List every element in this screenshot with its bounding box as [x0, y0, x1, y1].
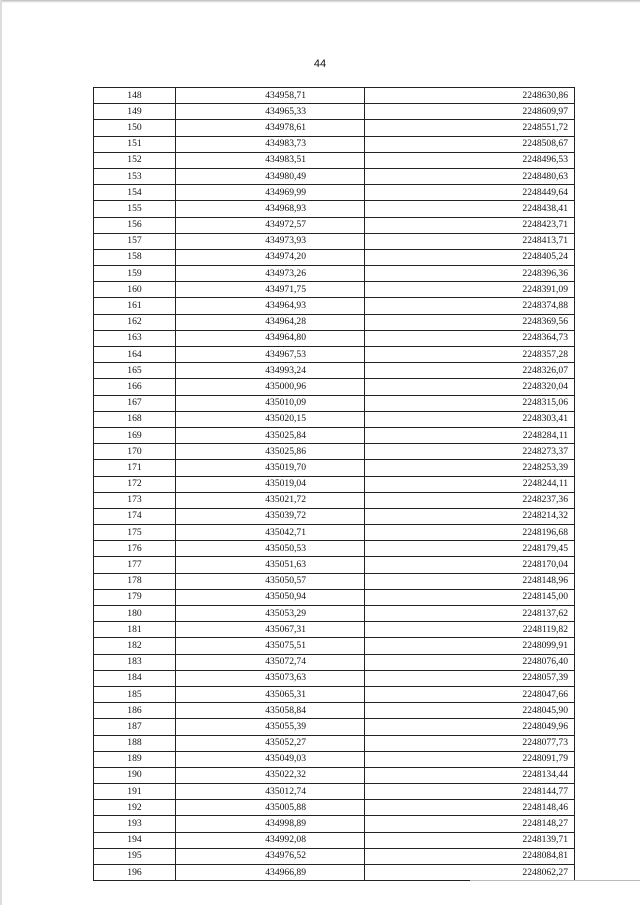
- x-coordinate-cell: 435052,27: [176, 735, 365, 751]
- y-coordinate-cell: 2248423,71: [365, 217, 575, 233]
- point-number-cell: 193: [94, 816, 176, 832]
- y-coordinate-cell: 2248244,11: [365, 476, 575, 492]
- y-coordinate-cell: 2248326,07: [365, 363, 575, 379]
- point-number-cell: 176: [94, 541, 176, 557]
- point-number-cell: 188: [94, 735, 176, 751]
- y-coordinate-cell: 2248119,82: [365, 622, 575, 638]
- x-coordinate-cell: 434966,89: [176, 865, 365, 881]
- point-number-cell: 185: [94, 686, 176, 702]
- table-row: [94, 298, 575, 314]
- table-row: [94, 88, 575, 104]
- y-coordinate-cell: 2248047,66: [365, 686, 575, 702]
- point-number-cell: 191: [94, 784, 176, 800]
- x-coordinate-cell: 434980,49: [176, 168, 365, 184]
- point-number-cell: 169: [94, 427, 176, 443]
- x-coordinate-cell: 434958,71: [176, 88, 365, 104]
- table-row: [94, 638, 575, 654]
- y-coordinate-cell: 2248480,63: [365, 168, 575, 184]
- y-coordinate-cell: 2248196,68: [365, 525, 575, 541]
- x-coordinate-cell: 435065,31: [176, 686, 365, 702]
- x-coordinate-cell: 435005,88: [176, 800, 365, 816]
- y-coordinate-cell: 2248391,09: [365, 282, 575, 298]
- x-coordinate-cell: 435039,72: [176, 508, 365, 524]
- point-number-cell: 184: [94, 670, 176, 686]
- y-coordinate-cell: 2248357,28: [365, 347, 575, 363]
- y-coordinate-cell: 2248091,79: [365, 751, 575, 767]
- table-row: [94, 800, 575, 816]
- table-row: [94, 492, 575, 508]
- table-row: [94, 168, 575, 184]
- x-coordinate-cell: 435019,70: [176, 460, 365, 476]
- table-row: [94, 444, 575, 460]
- point-number-cell: 178: [94, 573, 176, 589]
- x-coordinate-cell: 434965,33: [176, 104, 365, 120]
- table-row: [94, 233, 575, 249]
- table-row: [94, 379, 575, 395]
- scan-bottom-mark: [470, 880, 640, 881]
- y-coordinate-cell: 2248273,37: [365, 444, 575, 460]
- y-coordinate-cell: 2248237,36: [365, 492, 575, 508]
- point-number-cell: 186: [94, 703, 176, 719]
- y-coordinate-cell: 2248496,53: [365, 152, 575, 168]
- x-coordinate-cell: 435075,51: [176, 638, 365, 654]
- y-coordinate-cell: 2248139,71: [365, 832, 575, 848]
- x-coordinate-cell: 434973,26: [176, 266, 365, 282]
- y-coordinate-cell: 2248084,81: [365, 848, 575, 864]
- x-coordinate-cell: 434978,61: [176, 120, 365, 136]
- point-number-cell: 160: [94, 282, 176, 298]
- point-number-cell: 171: [94, 460, 176, 476]
- y-coordinate-cell: 2248396,36: [365, 266, 575, 282]
- x-coordinate-cell: 435049,03: [176, 751, 365, 767]
- point-number-cell: 163: [94, 330, 176, 346]
- point-number-cell: 157: [94, 233, 176, 249]
- table-row: [94, 508, 575, 524]
- x-coordinate-cell: 434964,28: [176, 314, 365, 330]
- point-number-cell: 162: [94, 314, 176, 330]
- y-coordinate-cell: 2248045,90: [365, 703, 575, 719]
- table-row: [94, 541, 575, 557]
- point-number-cell: 187: [94, 719, 176, 735]
- table-row: [94, 719, 575, 735]
- x-coordinate-cell: 435050,57: [176, 573, 365, 589]
- y-coordinate-cell: 2248148,46: [365, 800, 575, 816]
- x-coordinate-cell: 434983,73: [176, 136, 365, 152]
- x-coordinate-cell: 434998,89: [176, 816, 365, 832]
- point-number-cell: 149: [94, 104, 176, 120]
- point-number-cell: 154: [94, 185, 176, 201]
- y-coordinate-cell: 2248148,96: [365, 573, 575, 589]
- table-row: [94, 427, 575, 443]
- table-row: [94, 185, 575, 201]
- y-coordinate-cell: 2248144,77: [365, 784, 575, 800]
- x-coordinate-cell: 434993,24: [176, 363, 365, 379]
- x-coordinate-cell: 435010,09: [176, 395, 365, 411]
- y-coordinate-cell: 2248508,67: [365, 136, 575, 152]
- point-number-cell: 152: [94, 152, 176, 168]
- x-coordinate-cell: 435020,15: [176, 411, 365, 427]
- scan-top-edge: [0, 0, 640, 3]
- point-number-cell: 158: [94, 249, 176, 265]
- x-coordinate-cell: 435072,74: [176, 654, 365, 670]
- x-coordinate-cell: 435053,29: [176, 606, 365, 622]
- y-coordinate-cell: 2248099,91: [365, 638, 575, 654]
- x-coordinate-cell: 435012,74: [176, 784, 365, 800]
- y-coordinate-cell: 2248374,88: [365, 298, 575, 314]
- table-row: [94, 217, 575, 233]
- table-row: [94, 654, 575, 670]
- y-coordinate-cell: 2248145,00: [365, 589, 575, 605]
- table-row: [94, 282, 575, 298]
- point-number-cell: 168: [94, 411, 176, 427]
- point-number-cell: 164: [94, 347, 176, 363]
- table-row: [94, 832, 575, 848]
- table-row: [94, 395, 575, 411]
- point-number-cell: 175: [94, 525, 176, 541]
- table-row: [94, 622, 575, 638]
- y-coordinate-cell: 2248284,11: [365, 427, 575, 443]
- y-coordinate-cell: 2248315,06: [365, 395, 575, 411]
- x-coordinate-cell: 434964,80: [176, 330, 365, 346]
- table-row: [94, 686, 575, 702]
- y-coordinate-cell: 2248049,96: [365, 719, 575, 735]
- table-row: [94, 865, 575, 881]
- y-coordinate-cell: 2248364,73: [365, 330, 575, 346]
- point-number-cell: 196: [94, 865, 176, 881]
- x-coordinate-cell: 434967,53: [176, 347, 365, 363]
- table-row: [94, 525, 575, 541]
- table-row: [94, 816, 575, 832]
- y-coordinate-cell: 2248076,40: [365, 654, 575, 670]
- x-coordinate-cell: 434972,57: [176, 217, 365, 233]
- y-coordinate-cell: 2248134,44: [365, 767, 575, 783]
- y-coordinate-cell: 2248179,45: [365, 541, 575, 557]
- table-row: [94, 201, 575, 217]
- x-coordinate-cell: 434974,20: [176, 249, 365, 265]
- point-number-cell: 156: [94, 217, 176, 233]
- y-coordinate-cell: 2248449,64: [365, 185, 575, 201]
- table-row: [94, 266, 575, 282]
- point-number-cell: 161: [94, 298, 176, 314]
- point-number-cell: 153: [94, 168, 176, 184]
- x-coordinate-cell: 435051,63: [176, 557, 365, 573]
- table-row: [94, 606, 575, 622]
- x-coordinate-cell: 434983,51: [176, 152, 365, 168]
- y-coordinate-cell: 2248057,39: [365, 670, 575, 686]
- point-number-cell: 183: [94, 654, 176, 670]
- point-number-cell: 192: [94, 800, 176, 816]
- y-coordinate-cell: 2248214,32: [365, 508, 575, 524]
- scan-left-edge: [0, 0, 2, 905]
- point-number-cell: 181: [94, 622, 176, 638]
- coordinates-table: [93, 87, 575, 881]
- y-coordinate-cell: 2248630,86: [365, 88, 575, 104]
- y-coordinate-cell: 2248609,97: [365, 104, 575, 120]
- table-row: [94, 347, 575, 363]
- x-coordinate-cell: 434973,93: [176, 233, 365, 249]
- y-coordinate-cell: 2248170,04: [365, 557, 575, 573]
- table-row: [94, 670, 575, 686]
- table-row: [94, 411, 575, 427]
- y-coordinate-cell: 2248413,71: [365, 233, 575, 249]
- x-coordinate-cell: 435055,39: [176, 719, 365, 735]
- point-number-cell: 166: [94, 379, 176, 395]
- point-number-cell: 167: [94, 395, 176, 411]
- x-coordinate-cell: 434976,52: [176, 848, 365, 864]
- point-number-cell: 150: [94, 120, 176, 136]
- x-coordinate-cell: 434992,08: [176, 832, 365, 848]
- x-coordinate-cell: 435050,53: [176, 541, 365, 557]
- x-coordinate-cell: 435073,63: [176, 670, 365, 686]
- point-number-cell: 151: [94, 136, 176, 152]
- point-number-cell: 189: [94, 751, 176, 767]
- table-row: [94, 104, 575, 120]
- x-coordinate-cell: 435025,86: [176, 444, 365, 460]
- point-number-cell: 190: [94, 767, 176, 783]
- point-number-cell: 165: [94, 363, 176, 379]
- x-coordinate-cell: 435000,96: [176, 379, 365, 395]
- table-row: [94, 767, 575, 783]
- x-coordinate-cell: 435067,31: [176, 622, 365, 638]
- point-number-cell: 195: [94, 848, 176, 864]
- y-coordinate-cell: 2248148,27: [365, 816, 575, 832]
- point-number-cell: 159: [94, 266, 176, 282]
- x-coordinate-cell: 435058,84: [176, 703, 365, 719]
- table-row: [94, 330, 575, 346]
- table-row: [94, 848, 575, 864]
- x-coordinate-cell: 435022,32: [176, 767, 365, 783]
- x-coordinate-cell: 434964,93: [176, 298, 365, 314]
- point-number-cell: 194: [94, 832, 176, 848]
- point-number-cell: 182: [94, 638, 176, 654]
- table-row: [94, 476, 575, 492]
- y-coordinate-cell: 2248369,56: [365, 314, 575, 330]
- y-coordinate-cell: 2248077,73: [365, 735, 575, 751]
- table-row: [94, 703, 575, 719]
- table-row: [94, 751, 575, 767]
- point-number-cell: 173: [94, 492, 176, 508]
- table-row: [94, 249, 575, 265]
- y-coordinate-cell: 2248137,62: [365, 606, 575, 622]
- table-row: [94, 735, 575, 751]
- x-coordinate-cell: 434968,93: [176, 201, 365, 217]
- point-number-cell: 177: [94, 557, 176, 573]
- y-coordinate-cell: 2248062,27: [365, 865, 575, 881]
- x-coordinate-cell: 435025,84: [176, 427, 365, 443]
- y-coordinate-cell: 2248303,41: [365, 411, 575, 427]
- table-row: [94, 557, 575, 573]
- point-number-cell: 148: [94, 88, 176, 104]
- x-coordinate-cell: 435021,72: [176, 492, 365, 508]
- x-coordinate-cell: 434969,99: [176, 185, 365, 201]
- table-row: [94, 314, 575, 330]
- table-row: [94, 136, 575, 152]
- point-number-cell: 170: [94, 444, 176, 460]
- y-coordinate-cell: 2248438,41: [365, 201, 575, 217]
- table-row: [94, 460, 575, 476]
- table-row: [94, 573, 575, 589]
- table-row: [94, 784, 575, 800]
- x-coordinate-cell: 434971,75: [176, 282, 365, 298]
- x-coordinate-cell: 435050,94: [176, 589, 365, 605]
- y-coordinate-cell: 2248320,04: [365, 379, 575, 395]
- x-coordinate-cell: 435019,04: [176, 476, 365, 492]
- y-coordinate-cell: 2248253,39: [365, 460, 575, 476]
- table-row: [94, 120, 575, 136]
- x-coordinate-cell: 435042,71: [176, 525, 365, 541]
- table-row: [94, 589, 575, 605]
- page-number: 44: [313, 58, 327, 70]
- y-coordinate-cell: 2248405,24: [365, 249, 575, 265]
- y-coordinate-cell: 2248551,72: [365, 120, 575, 136]
- point-number-cell: 180: [94, 606, 176, 622]
- point-number-cell: 179: [94, 589, 176, 605]
- point-number-cell: 174: [94, 508, 176, 524]
- point-number-cell: 155: [94, 201, 176, 217]
- table-row: [94, 363, 575, 379]
- point-number-cell: 172: [94, 476, 176, 492]
- table-row: [94, 152, 575, 168]
- coordinates-table-body: [94, 88, 575, 881]
